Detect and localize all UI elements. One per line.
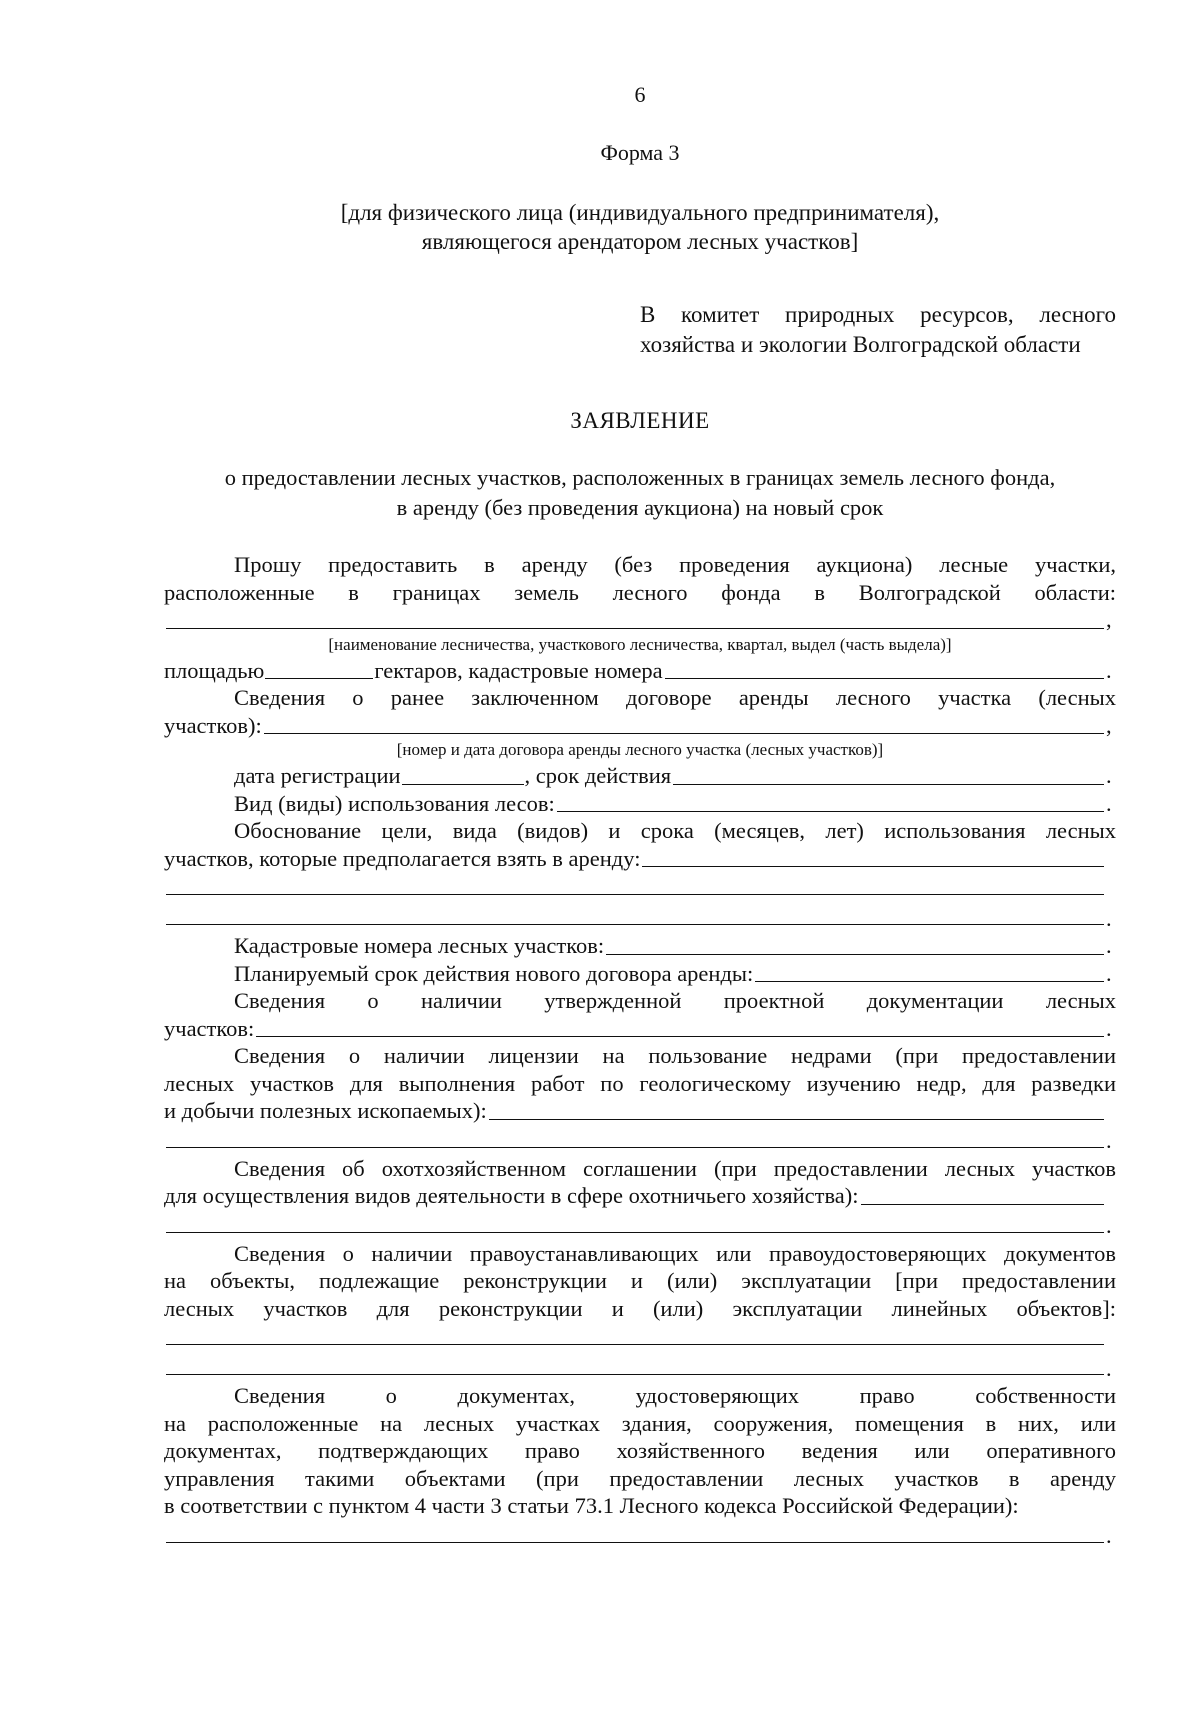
addressee-block: В комитет природных ресурсов, лесного хозяйства и экологии Волгоградской области bbox=[640, 302, 1116, 357]
prev-contract-row bbox=[164, 712, 1116, 740]
document-title: ЗАЯВЛЕНИЕ bbox=[570, 408, 710, 433]
application-body bbox=[164, 551, 1116, 1550]
document-purpose bbox=[0, 463, 1200, 523]
term-label: , срок действия bbox=[524, 763, 672, 788]
ownership-text: на расположенные на лесных участках здания, сооружения, помещения в них, или bbox=[164, 1410, 1116, 1436]
period-mark: . bbox=[1106, 905, 1112, 931]
hunting-field[interactable] bbox=[861, 1184, 1104, 1205]
planned-term-label: Планируемый срок действия нового договора аренды: bbox=[234, 960, 754, 986]
ownership-blank-row bbox=[164, 1520, 1116, 1550]
period-mark: . bbox=[1106, 657, 1112, 683]
period-mark: . bbox=[1106, 933, 1112, 958]
justification-label: участков, которые предполагается взять в аренду: bbox=[164, 845, 641, 871]
term-field[interactable] bbox=[673, 764, 1104, 785]
cadastral-label: гектаров, кадастровые номера bbox=[374, 657, 663, 683]
hunting-field-continued[interactable] bbox=[166, 1212, 1104, 1233]
license-text: Сведения о наличии лицензии на пользование недрами (при предоставлении bbox=[234, 1043, 1116, 1068]
form-subtitle-line: [для физического лица (индивидуального предпринимателя), bbox=[340, 200, 940, 225]
comma-mark: , bbox=[1106, 712, 1112, 738]
license-row bbox=[164, 1097, 1116, 1125]
usage-types-label: Вид (виды) использования лесов: bbox=[234, 790, 555, 816]
justification-row bbox=[164, 845, 1116, 873]
form-label: Форма 3 bbox=[600, 140, 680, 165]
period-mark: . bbox=[1106, 1213, 1112, 1238]
title-docs-blank-row bbox=[164, 1322, 1116, 1352]
project-doc-text: Сведения о наличии утвержденной проектной документации лесных bbox=[234, 988, 1116, 1013]
prev-contract-label: участков): bbox=[164, 712, 262, 738]
license-blank-row bbox=[164, 1125, 1116, 1155]
hunting-label: для осуществления видов деятельности в сфере охотничьего хозяйства): bbox=[164, 1183, 859, 1208]
period-mark: . bbox=[1106, 790, 1112, 816]
period-mark: . bbox=[1106, 1523, 1112, 1548]
title-docs-field[interactable] bbox=[166, 1324, 1104, 1345]
form-subtitle-line: являющегося арендатором лесных участков] bbox=[421, 229, 859, 254]
hunting-text: Сведения об охотхозяйственном соглашении (при предоставлении лесных участков bbox=[234, 1155, 1116, 1181]
page-number: 6 bbox=[634, 82, 646, 107]
title-docs-text: лесных участков для реконструкции и (или) эксплуатации линейных объектов]: bbox=[164, 1295, 1116, 1321]
prev-contract-text: Сведения о ранее заключенном договоре аренды лесного участка (лесных bbox=[234, 685, 1116, 710]
usage-types-field[interactable] bbox=[557, 791, 1104, 812]
field-hint-forestry: [наименование лесничества, участкового лесничества, квартал, выдел (часть выдела)] bbox=[328, 634, 952, 654]
license-text: лесных участков для выполнения работ по геологическому изучению недр, для разведки bbox=[164, 1070, 1116, 1096]
forestry-field-row bbox=[164, 606, 1116, 634]
cadastral-numbers-label: Кадастровые номера лесных участков: bbox=[234, 933, 605, 958]
project-doc-label: участков: bbox=[164, 1015, 255, 1041]
forestry-name-field[interactable] bbox=[166, 608, 1104, 629]
ownership-text: управления такими объектами (при предоставлении лесных участков в аренду bbox=[164, 1465, 1116, 1491]
title-docs-blank-row bbox=[164, 1352, 1116, 1382]
title-docs-text: Сведения о наличии правоустанавливающих или правоудостоверяющих документов bbox=[234, 1240, 1116, 1266]
license-field[interactable] bbox=[489, 1099, 1104, 1120]
period-mark: . bbox=[1106, 960, 1112, 986]
registration-date-label: дата регистрации bbox=[234, 763, 401, 788]
comma-mark: , bbox=[1106, 607, 1112, 632]
license-field-continued[interactable] bbox=[166, 1127, 1104, 1148]
area-label: площадью bbox=[164, 657, 265, 683]
period-mark: . bbox=[1106, 1355, 1112, 1381]
project-doc-field[interactable] bbox=[256, 1016, 1104, 1037]
justification-blank-row bbox=[164, 902, 1116, 932]
title-docs-field-continued[interactable] bbox=[166, 1354, 1104, 1375]
hunting-row bbox=[164, 1182, 1116, 1210]
ownership-field[interactable] bbox=[166, 1522, 1104, 1543]
hunting-blank-row bbox=[164, 1210, 1116, 1240]
ownership-text: документах, подтверждающих право хозяйственного ведения или оперативного bbox=[164, 1438, 1116, 1463]
request-text: Прошу предоставить в аренду (без проведения аукциона) лесные участки, bbox=[234, 552, 1116, 577]
registration-row bbox=[164, 762, 1116, 790]
project-doc-row bbox=[164, 1015, 1116, 1043]
ownership-text: в соответствии с пунктом 4 части 3 статьи 73.1 Лесного кодекса Российской Федерации): bbox=[164, 1493, 1019, 1518]
justification-field[interactable] bbox=[642, 846, 1104, 867]
justification-field-continued[interactable] bbox=[166, 874, 1104, 895]
period-mark: . bbox=[1106, 1015, 1112, 1041]
period-mark: . bbox=[1106, 763, 1112, 788]
title-docs-text: на объекты, подлежащие реконструкции и (или) эксплуатации [при предоставлении bbox=[164, 1268, 1116, 1293]
document-purpose-line: в аренду (без проведения аукциона) на новый срок bbox=[396, 495, 884, 520]
prev-contract-field[interactable] bbox=[264, 713, 1104, 734]
cadastral-numbers-field[interactable] bbox=[665, 658, 1104, 679]
license-label: и добычи полезных ископаемых): bbox=[164, 1098, 487, 1123]
registration-date-field[interactable] bbox=[402, 764, 524, 785]
justification-blank-row bbox=[164, 872, 1116, 902]
period-mark: . bbox=[1106, 1128, 1112, 1153]
usage-types-row bbox=[164, 790, 1116, 818]
document-purpose-line: о предоставлении лесных участков, расположенных в границах земель лесного фонда, bbox=[224, 465, 1056, 490]
area-hectares-field[interactable] bbox=[265, 658, 373, 679]
planned-term-field[interactable] bbox=[755, 961, 1104, 982]
justification-text: Обоснование цели, вида (видов) и срока (месяцев, лет) использования лесных bbox=[234, 818, 1116, 843]
ownership-text: Сведения о документах, удостоверяющих право собственности bbox=[234, 1383, 1116, 1408]
planned-term-row bbox=[164, 960, 1116, 988]
request-text: расположенные в границах земель лесного фонда в Волгоградской области: bbox=[164, 579, 1116, 605]
cadastral-row bbox=[164, 932, 1116, 960]
form-subtitle bbox=[0, 198, 1200, 256]
field-hint-contract: [номер и дата договора аренды лесного участка (лесных участков)] bbox=[396, 740, 884, 759]
area-row bbox=[164, 657, 1116, 685]
forest-cadastral-field[interactable] bbox=[606, 934, 1104, 955]
justification-field-continued[interactable] bbox=[166, 904, 1104, 925]
